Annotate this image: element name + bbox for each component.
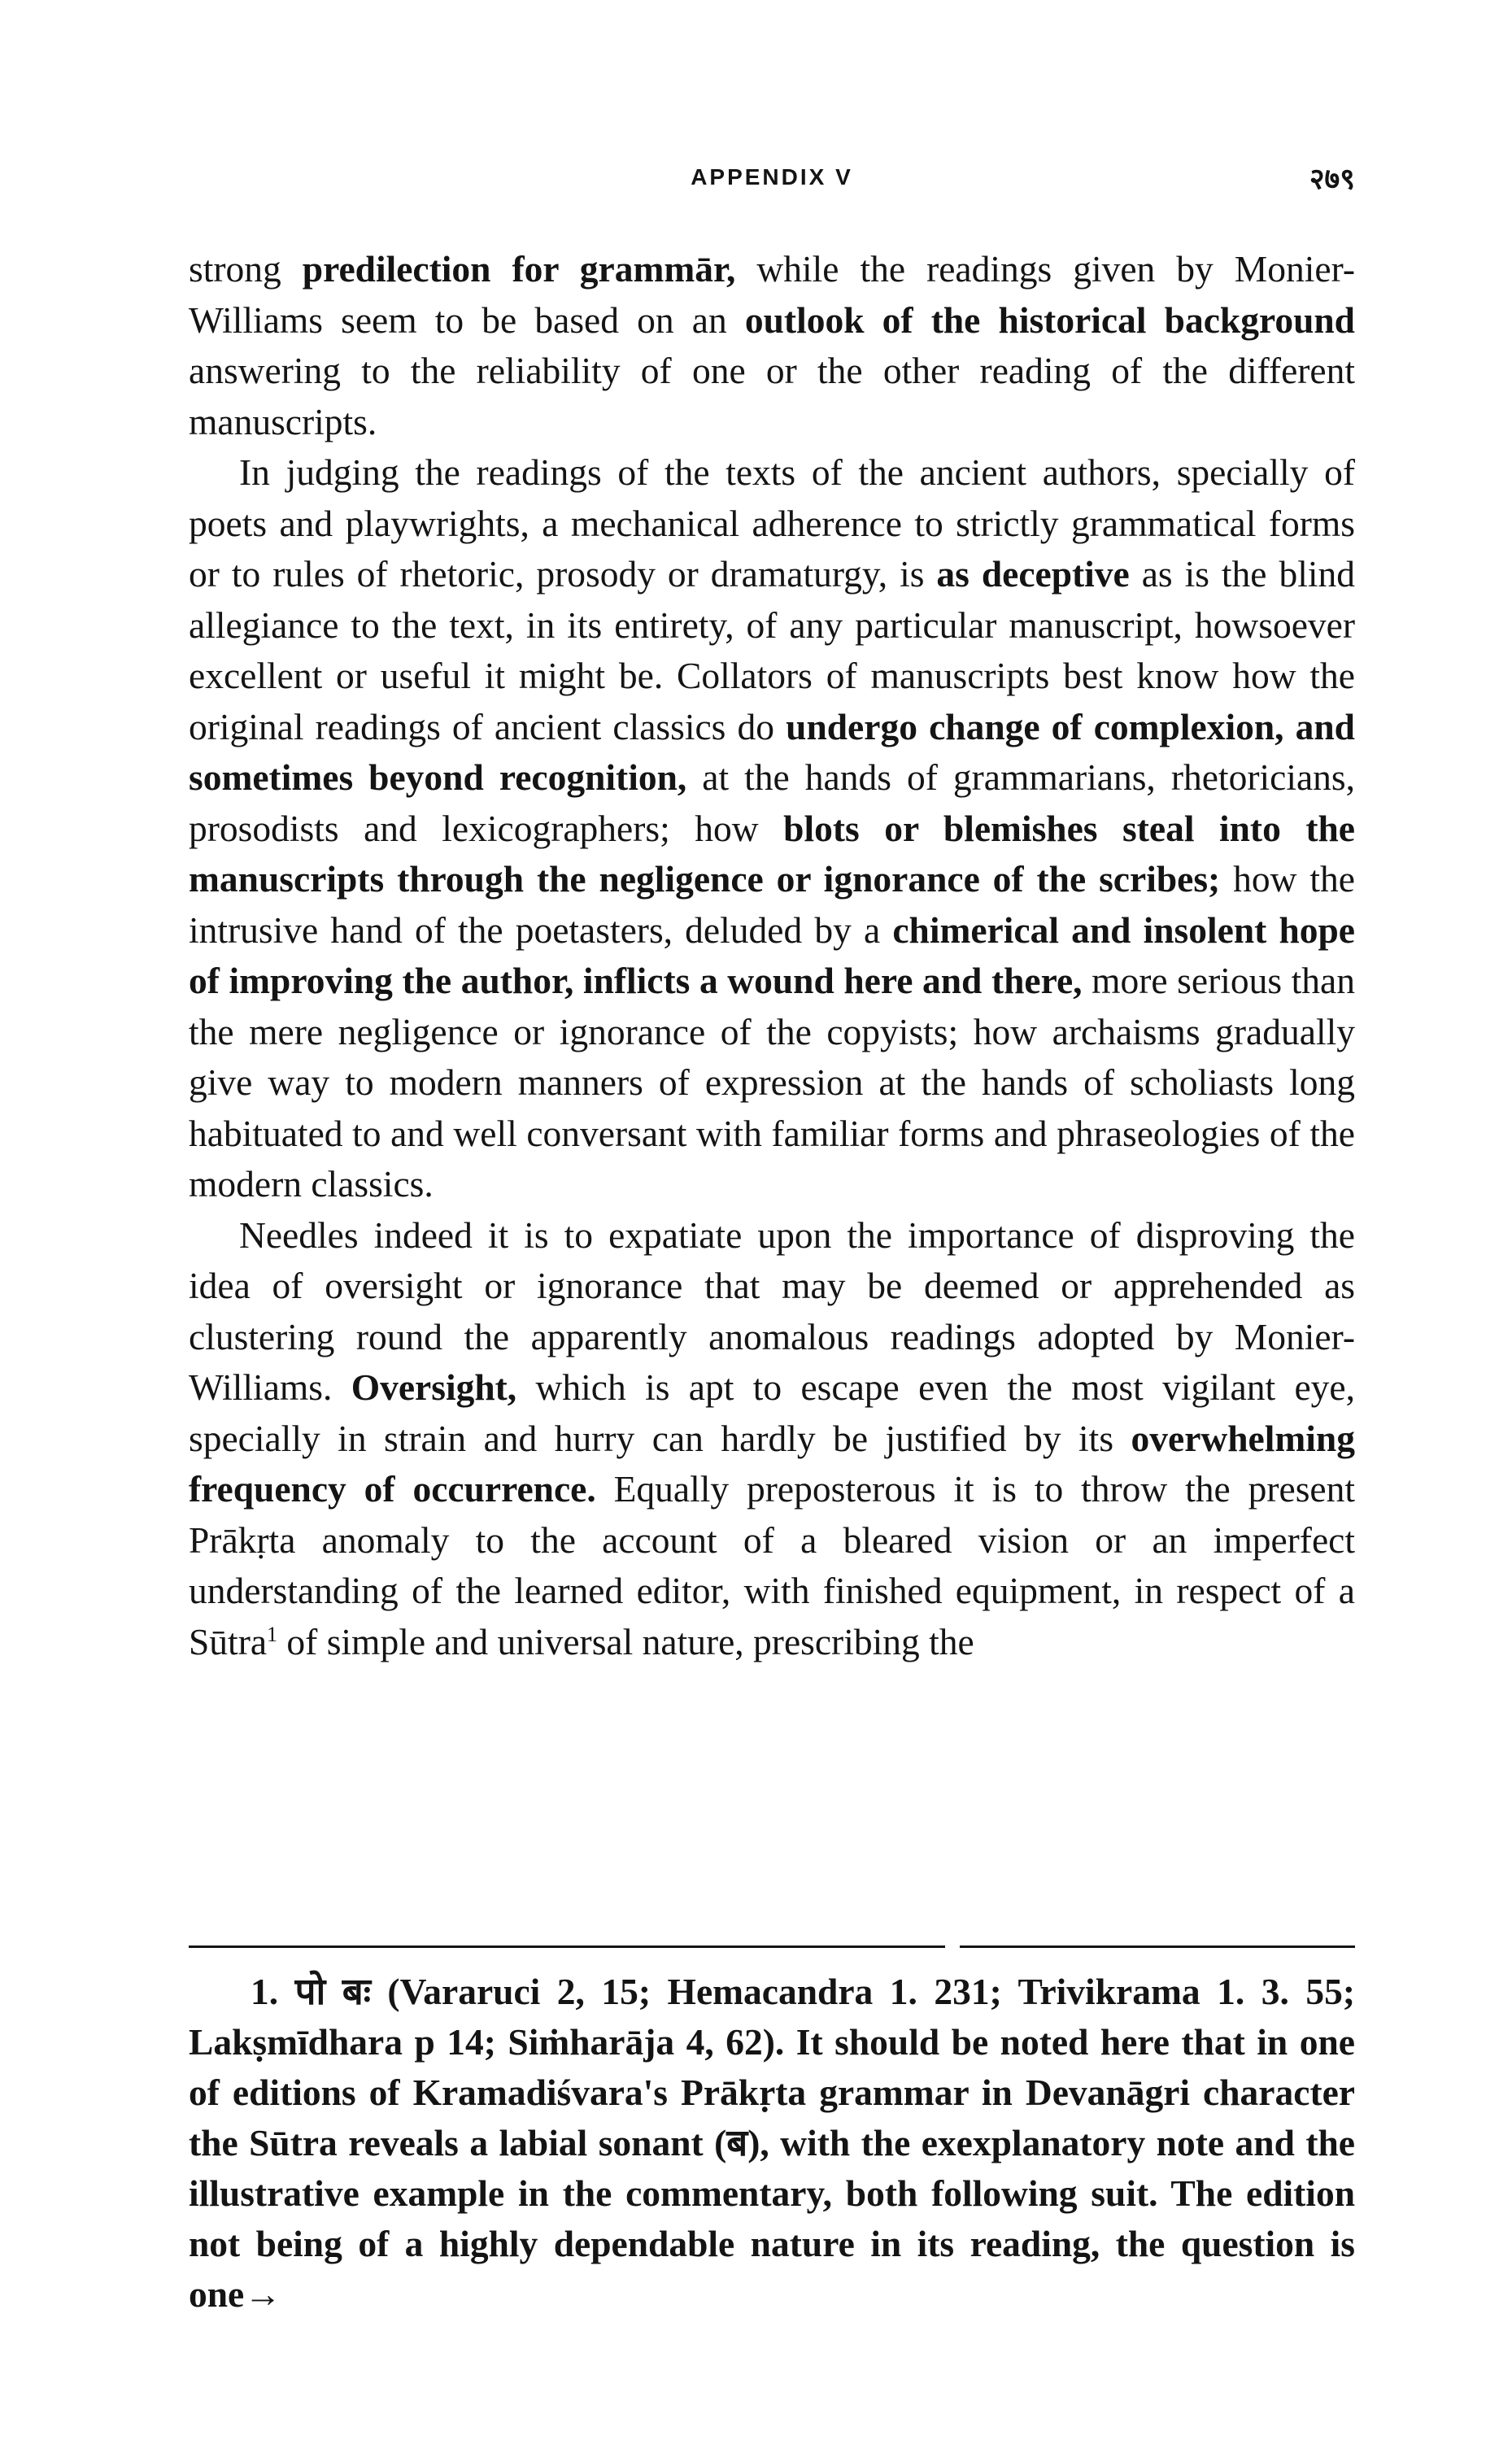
body-text-run: as is the blind allegiance to the text, in its entirety, of any particular manuscript, howsoever excellent or useful it might be. Collators of manuscripts best know how the original readings of ancient classics do: [189, 553, 1355, 747]
emphasis-text: overwhelming frequency of occurrence.: [189, 1417, 1355, 1510]
page-number: २७९: [1309, 163, 1355, 196]
body-text-run: while the readings given by Monier-Williams seem to be based on an: [189, 248, 1355, 341]
footnote: [189, 1967, 1355, 2320]
body-text-run: of simple and universal nature, prescribing the: [277, 1620, 974, 1662]
body-text: [189, 244, 1355, 1667]
emphasis-text: predilection for grammār,: [302, 248, 736, 290]
footnote-paragraph: [189, 1967, 1355, 2320]
footnote-reference: 1: [267, 1622, 278, 1646]
emphasis-text: undergo change of complexion, and sometimes beyond recognition,: [189, 705, 1355, 798]
running-head: [189, 155, 1355, 195]
footnote-separator: [189, 1945, 1355, 1950]
body-text-run: strong: [189, 248, 303, 290]
body-text-run: how the intrusive hand of the poetasters, deluded by a: [189, 858, 1355, 951]
emphasis-text: outlook of the historical background: [744, 298, 1355, 341]
emphasis-text: chimerical and insolent hope of improving the author, inflicts a wound here and there,: [189, 908, 1355, 1001]
body-text-run: In judging the readings of the texts of the ancient authors, specially of poets and playwrights, a mechanical adherence to strictly grammatical forms or to rules of rhetoric, prosody or dramaturgy, is: [189, 451, 1355, 595]
emphasis-text: Oversight,: [351, 1366, 517, 1408]
footnote-text: पो बः (Vararuci 2, 15; Hemacandra 1. 231; Trivikrama 1. 3. 55; Lakṣmīdhara p 14; Siṁharāja 4, 62). It should be noted here that in one of editions of Kramadiśvara's Prākṛta grammar in Devanāgri character the Sūtra reveals a labial sonant (ब), with the exexplanatory note and the illustrative example in the commentary, both following suit. The edition not being of a highly dependable nature in its reading, the question is one→: [189, 1971, 1355, 2315]
body-paragraph: [189, 447, 1355, 1210]
footnote-rule-left: [189, 1945, 945, 1948]
body-paragraph: [189, 244, 1355, 447]
body-text-run: which is apt to escape even the most vigilant eye, specially in strain and hurry can hardly be justified by its: [189, 1366, 1356, 1459]
footnote-rule-right: [960, 1945, 1355, 1948]
footnote-number: 1.: [251, 1971, 279, 2012]
body-text-run: at the hands of grammarians, rhetoricians, prosodists and lexicographers; how: [189, 756, 1355, 849]
body-text-run: Equally preposterous it is to throw the present Prākṛta anomaly to the account of a bleared vision or an imperfect understanding of the learned editor, with finished equipment, in respect of a Sūtra: [189, 1468, 1355, 1662]
emphasis-text: as deceptive: [936, 553, 1130, 595]
emphasis-text: blots or blemishes steal into the manuscripts through the negligence or ignorance of the scribes;: [189, 807, 1355, 900]
body-text-run: answering to the reliability of one or the other reading of the different manuscripts.: [189, 350, 1355, 442]
body-text-run: more serious than the mere negligence or ignorance of the copyists; how archaisms gradually give way to modern manners of expression at the hands of scholiasts long habituated to and well conversant with familiar forms and phraseologies of the modern classics.: [189, 960, 1356, 1205]
body-paragraph: [189, 1210, 1355, 1668]
running-title: APPENDIX V: [691, 164, 853, 190]
body-text-run: Needles indeed it is to expatiate upon the importance of disproving the idea of oversight or ignorance that may be deemed or apprehended as clustering round the apparently anomalous readings adopted by Monier-Williams.: [189, 1213, 1355, 1408]
